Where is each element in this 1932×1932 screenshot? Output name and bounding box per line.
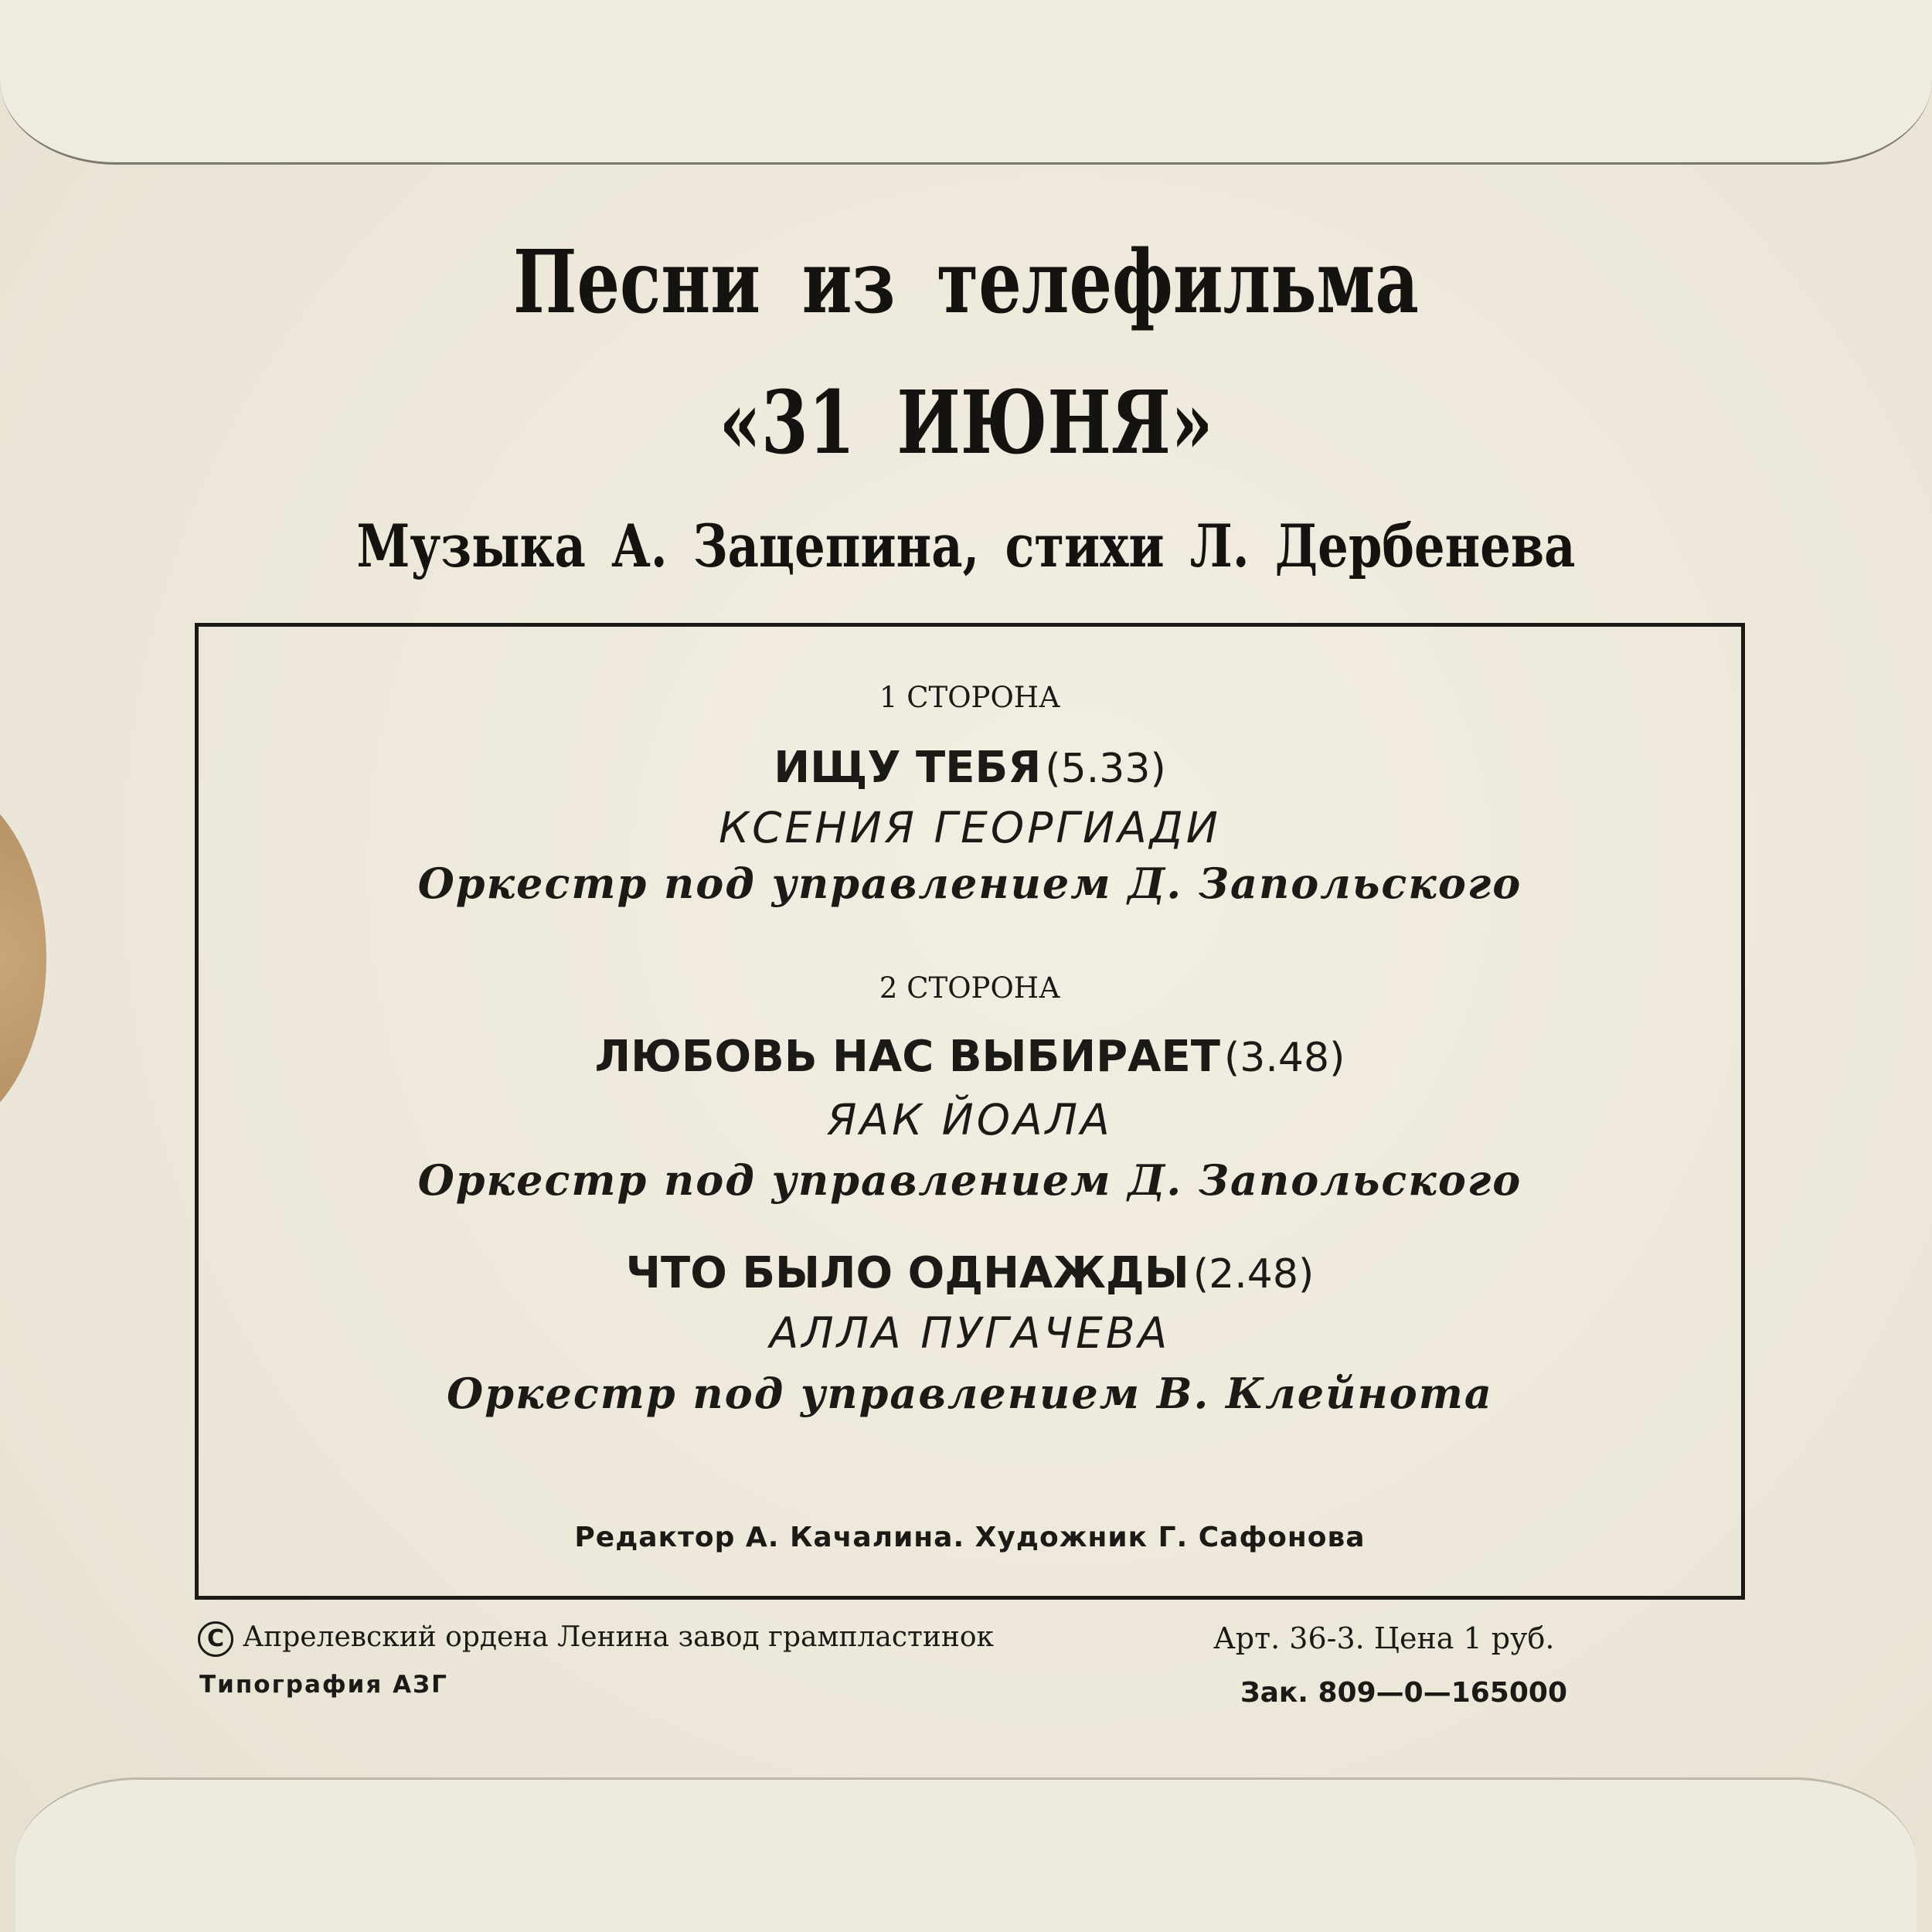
title-line-1: Песни из телефильма <box>512 232 1420 333</box>
publisher-line <box>198 1621 994 1657</box>
track-duration: (3.48) <box>1224 1035 1345 1081</box>
top-flap <box>0 0 1932 165</box>
track-artist: ЯАК ЙОАЛА <box>827 1095 1113 1145</box>
order-number: Зак. 809—0—165000 <box>1240 1677 1567 1709</box>
track-title: ЧТО БЫЛО ОДНАЖДЫ <box>625 1248 1189 1298</box>
track-artist: АЛЛА ПУГАЧЕВА <box>769 1308 1171 1358</box>
copyright-icon: C <box>198 1621 233 1657</box>
printing-house: Типография АЗГ <box>199 1671 448 1699</box>
title-line-2: «31 ИЮНЯ» <box>719 372 1213 474</box>
editor-artist-credits: Редактор А. Качалина. Художник Г. Сафонова <box>574 1522 1366 1553</box>
track-title: ИЩУ ТЕБЯ <box>774 743 1042 793</box>
track-orchestra: Оркестр под управлением Д. Запольского <box>417 859 1522 908</box>
track-title-line <box>199 1248 1741 1298</box>
track-duration: (5.33) <box>1045 746 1166 792</box>
publisher-name: Апрелевский ордена Ленина завод грампластинок <box>243 1621 995 1653</box>
track-orchestra: Оркестр под управлением В. Клейнота <box>447 1369 1493 1418</box>
side-2-label: 2 СТОРОНА <box>879 971 1061 1005</box>
track-title-line <box>199 1032 1741 1082</box>
tracklist-box <box>195 623 1745 1600</box>
track-title-line <box>199 743 1741 793</box>
bottom-flap <box>15 1777 1917 1932</box>
track-duration: (2.48) <box>1192 1251 1315 1298</box>
side-1-label: 1 СТОРОНА <box>879 681 1061 714</box>
track-orchestra: Оркестр под управлением Д. Запольского <box>417 1155 1522 1205</box>
authors-line: Музыка А. Зацепина, стихи Л. Дербенева <box>356 512 1576 580</box>
article-price: Арт. 36-3. Цена 1 руб. <box>1213 1621 1555 1655</box>
record-disc-edge <box>0 781 46 1136</box>
track-title: ЛЮБОВЬ НАС ВЫБИРАЕТ <box>594 1032 1220 1082</box>
track-artist: КСЕНИЯ ГЕОРГИАДИ <box>719 803 1221 852</box>
